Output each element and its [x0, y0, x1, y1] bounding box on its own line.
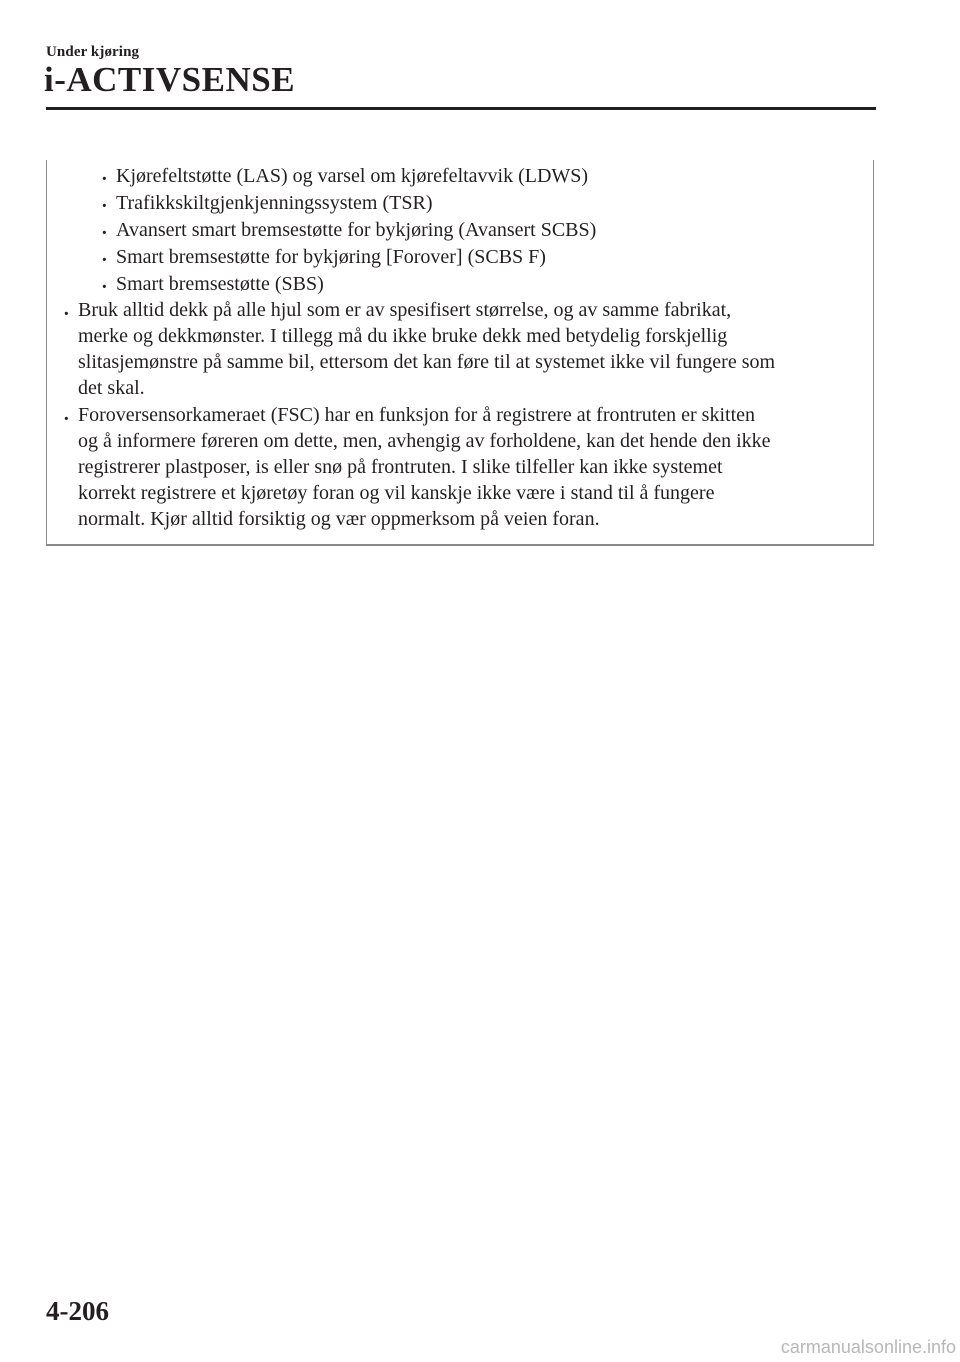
item-bullet: ·: [63, 408, 70, 430]
sub-bullet: ·: [101, 222, 108, 244]
item-line: korrekt registrere et kjøretøy foran og vil kanskje ikke være i stand til å fungere: [78, 482, 715, 504]
item-line: og å informere føreren om dette, men, avhengig av forholdene, kan det hende den ikke: [78, 430, 771, 452]
sub-item: Trafikkskiltgjenkjenningssystem (TSR): [116, 192, 433, 214]
sub-item: Smart bremsestøtte for bykjøring [Forover] (SCBS F): [116, 246, 546, 268]
section-label: Under kjøring: [46, 44, 140, 60]
item-line: det skal.: [78, 377, 145, 399]
sub-item: Smart bremsestøtte (SBS): [116, 273, 324, 295]
item-bullet: ·: [63, 303, 70, 325]
item-line: registrerer plastposer, is eller snø på frontruten. I slike tilfeller kan ikke systemet: [78, 456, 723, 478]
item-line: merke og dekkmønster. I tillegg må du ikke bruke dekk med betydelig forskjellig: [78, 325, 728, 347]
item-line: slitasjemønstre på samme bil, ettersom det kan føre til at systemet ikke vil fungere som: [78, 351, 776, 373]
sub-bullet: ·: [101, 276, 108, 298]
sub-item: Kjørefeltstøtte (LAS) og varsel om kjørefeltavvik (LDWS): [116, 165, 589, 187]
watermark: carmanualsonline.info: [780, 1337, 956, 1357]
chapter-title: i-ACTIVSENSE: [44, 60, 296, 99]
sub-bullet: ·: [101, 168, 108, 190]
sub-item: Avansert smart bremsestøtte for bykjøring (Avansert SCBS): [116, 219, 597, 241]
sub-bullet: ·: [101, 195, 108, 217]
page-number: 4-206: [46, 1296, 109, 1326]
item-line: Bruk alltid dekk på alle hjul som er av spesifisert størrelse, og av samme fabrikat,: [78, 299, 732, 321]
item-line: normalt. Kjør alltid forsiktig og vær oppmerksom på veien foran.: [78, 508, 600, 530]
title-rule: [46, 107, 876, 110]
sub-bullet: ·: [101, 249, 108, 271]
item-line: Foroversensorkameraet (FSC) har en funksjon for å registrere at frontruten er skitten: [78, 404, 756, 426]
